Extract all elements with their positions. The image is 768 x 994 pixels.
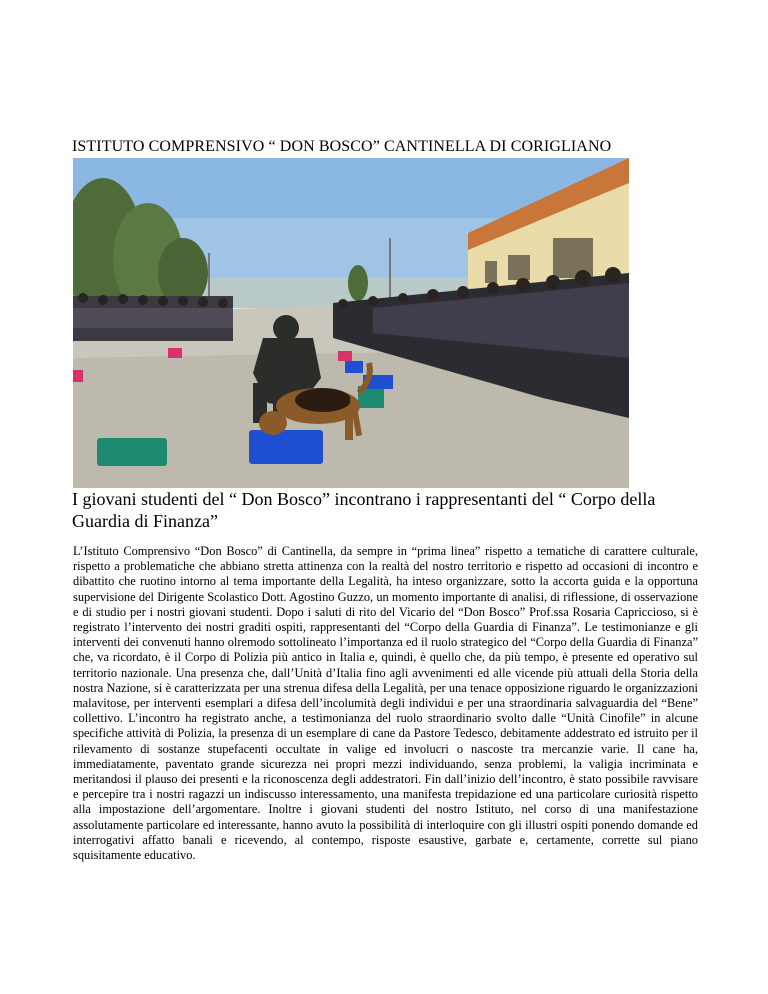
photo-suitcase-blue: [249, 430, 323, 464]
school-title: ISTITUTO COMPRENSIVO “ DON BOSCO” CANTINELLA DI CORIGLIANO: [72, 138, 612, 155]
article-body: L’Istituto Comprensivo “Don Bosco” di Cantinella, da sempre in “prima linea” rispetto a tematiche di carattere culturale, rispetto a problematiche che abbiano stretta attinenza con la realtà del nostro territorio e rispetto ad occasioni di incontro e dibattito che ruotino intorno al tema importante della Legalità, ha inteso organizzare, sotto la accorta guida e la opportuna supervisione del Dirigente Scolastico Dott. Agostino Guzzo, un momento importante di analisi, di riflessione, di osservazione e di studio per i nostri giovani studenti. Dopo i saluti di rito del Vicario del “Don Bosco” Prof.ssa Rosaria Capriccioso, si è registrato l’intervento dei nostri graditi ospiti, rappresentanti del “Corpo della Guardia di Finanza”. Le testimonianze e gli interventi dei convenuti hanno olremodo sottolineato l’importanza ed il ruolo strategico del “Corpo della Guardia di Finanza” che, va ricordato, è il Corpo di Polizia più antico in Italia e, quindi, è quello che, da più tempo, è presente ed operativo sul territorio nazionale. Una presenza che, dall’Unità d’Italia fino agli avvenimenti ed alle vicende più attuali della Storia della nostra Nazione, si è caratterizzata per una strenua difesa della Legalità, per una tenace opposizione riguardo le organizzazioni malavitose, per interventi esemplari a difesa dell’incolumità degli individui e per una straordinaria salvaguardia del “Bene” collettivo. L’incontro ha registrato anche, a testimonianza del ruolo straordinario svolto dalle “Unità Cinofile” in alcune specifiche attività di Polizia, la presenza di un esemplare di cane da Pastore Tedesco, debitamente addestrato ed istruito per il rilevamento di sostanze stupefacenti occultate in valige ed involucri o nascoste tra mercanzie varie. Il cane ha, immediatamente, paventato grande sicurezza nei propri mezzi individuando, senza problemi, la valigia incriminata e meritandosi il plauso dei presenti e la riconoscenza degli addestratori. Fin dall’inizio dell’incontro, è stato possibile ravvisare e percepire tra i nostri ragazzi un indiscusso interessamento, una manifesta trepidazione ed una particolare curiosità rispetto alla impostazione dell’argomentare. Inoltre i giovani studenti del nostro Istituto, nel corso di una manifestazione assolutamente particolare ed interessante, hanno avuto la possibilità di interloquire con gli illustri ospiti ponendo domande ed interrogativi affatto banali e ricevendo, al contempo, risposte esaustive, garbate e, certamente, corrette sul piano squisitamente educativo.: [73, 544, 698, 863]
event-photo: [73, 158, 629, 488]
photo-bag-pink: [168, 348, 182, 358]
photo-suitcase-green: [97, 438, 167, 466]
article-headline: I giovani studenti del “ Don Bosco” incontrano i rappresentanti del “ Corpo della Guardia di Finanza”: [72, 489, 656, 531]
photo-crowd-left: [73, 293, 233, 341]
